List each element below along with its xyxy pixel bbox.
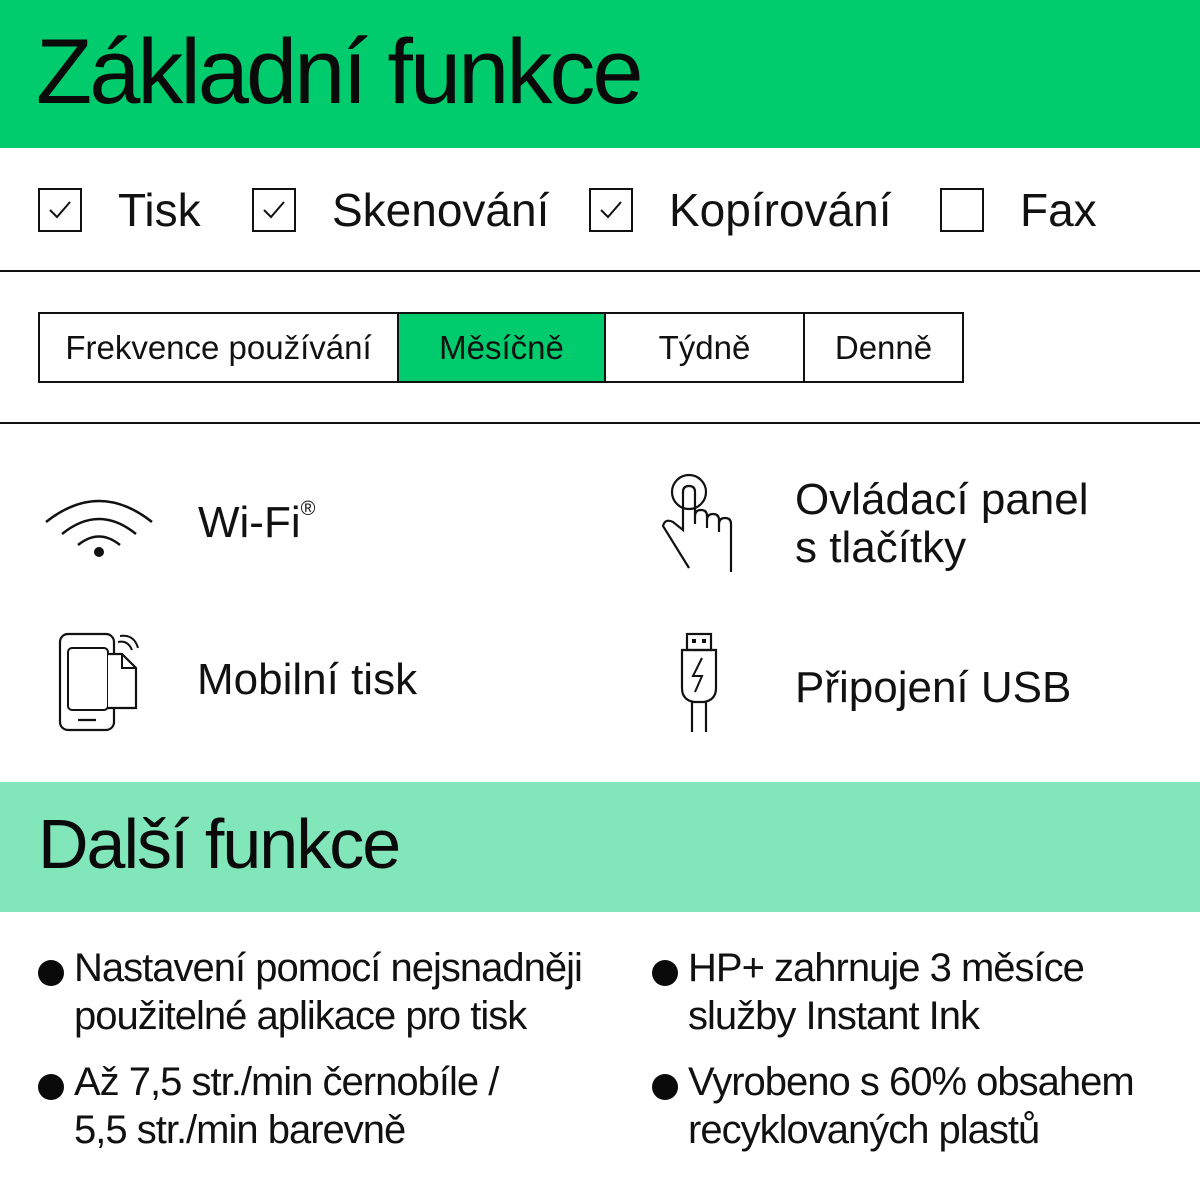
list-item — [38, 944, 638, 1040]
usage-frequency-table — [38, 312, 964, 383]
bullet-text: Až 7,5 str./min černobíle / 5,5 str./min barevně — [74, 1060, 499, 1152]
more-functions-band — [0, 782, 1200, 912]
frequency-option-weekly[interactable]: Týdně — [606, 314, 805, 381]
divider — [0, 422, 1200, 424]
bullet-text: HP+ zahrnuje 3 měsíce služby Instant Ink — [688, 946, 1084, 1038]
feature-wifi — [198, 498, 315, 547]
registered-mark: ® — [300, 498, 316, 520]
list-item — [652, 944, 1182, 1040]
function-item-fax — [940, 170, 1097, 250]
checkmark-icon — [259, 195, 289, 225]
page-title: Základní funkce — [36, 21, 641, 123]
feature-control-panel-line1: Ovládací panel — [795, 475, 1089, 524]
usb-cable-icon — [676, 630, 722, 734]
bullet-text: Vyrobeno s 60% obsahem recyklovaných plastů — [688, 1060, 1134, 1152]
function-label-print: Tisk — [118, 184, 201, 236]
feature-wifi-label: Wi-Fi — [198, 498, 301, 547]
divider — [0, 270, 1200, 272]
function-label-scan: Skenování — [332, 184, 550, 236]
print-checkbox[interactable] — [38, 188, 82, 232]
function-label-fax: Fax — [1020, 184, 1097, 236]
function-item-scan — [252, 170, 549, 250]
scan-checkbox[interactable] — [252, 188, 296, 232]
feature-control-panel-line2: s tlačítky — [795, 523, 967, 573]
checkmark-icon — [45, 195, 75, 225]
frequency-option-daily[interactable]: Denně — [834, 328, 933, 366]
mobile-print-icon — [56, 630, 142, 734]
bullet-icon — [652, 1074, 678, 1100]
frequency-label: Frekvence používání — [40, 314, 399, 381]
bullet-icon — [38, 960, 64, 986]
frequency-option-monthly[interactable]: Měsíčně — [399, 314, 606, 381]
copy-checkbox[interactable] — [589, 188, 633, 232]
list-item — [652, 1058, 1192, 1154]
wifi-icon — [42, 492, 156, 558]
checkmark-icon — [596, 195, 626, 225]
bullet-icon — [652, 960, 678, 986]
function-checklist — [0, 170, 1200, 250]
touch-hand-icon — [655, 472, 737, 576]
list-item — [38, 1058, 638, 1154]
feature-control-panel — [795, 476, 1089, 573]
function-item-copy — [589, 170, 891, 250]
more-functions-title: Další funkce — [38, 805, 400, 883]
bullet-icon — [38, 1074, 64, 1100]
fax-checkbox[interactable] — [940, 188, 984, 232]
function-label-copy: Kopírování — [669, 184, 892, 236]
header-band — [0, 0, 1200, 148]
feature-mobile-print: Mobilní tisk — [197, 655, 418, 704]
bullet-text: Nastavení pomocí nejsnadněji použitelné aplikace pro tisk — [74, 946, 582, 1038]
function-item-print — [38, 170, 201, 250]
feature-usb: Připojení USB — [795, 663, 1072, 712]
